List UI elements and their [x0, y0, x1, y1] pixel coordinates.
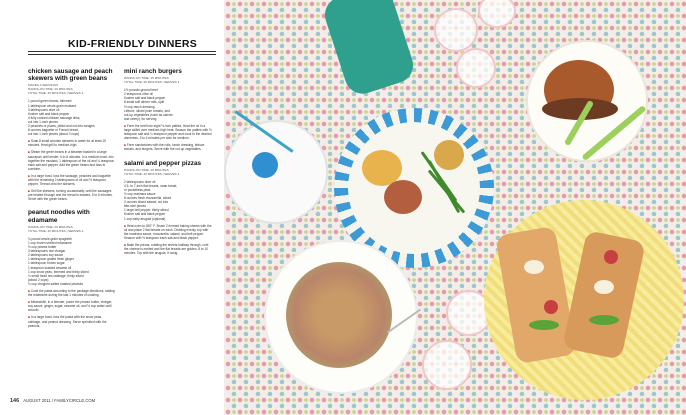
- food-photo: [224, 0, 686, 415]
- step: ■ Bake the pizzas, rotating the sheets halfway through, until the cheese is melted and the flat breads are golden, 8 to 10 minutes. Top with the arugula, if using.: [124, 243, 209, 256]
- page-number: 146: [10, 398, 20, 404]
- recipe-title: salami and pepper pizzas: [124, 159, 202, 167]
- drinking-glass: [422, 340, 472, 390]
- small-plate: [224, 120, 328, 224]
- paper-decoration: [252, 152, 278, 178]
- step: ■ Meanwhile, in a blender, puree the peanut butter, vinegar, soy sauce, ginger, sugar, sesame oil, and ½ cup water until smooth.: [28, 300, 112, 313]
- recipe-title: mini ranch burgers: [124, 68, 182, 75]
- drinking-glass: [434, 8, 478, 52]
- recipe-peanut-noodles: [28, 209, 116, 327]
- recipe-sausage-skewers: [28, 68, 116, 201]
- salami: [544, 300, 558, 314]
- bread-skewer: [434, 140, 464, 170]
- step: ■ Soak 8 small wooden skewers in water for at least 15 minutes. Heat grill to medium-high.: [28, 139, 106, 148]
- ingredient-list: 1½ pounds ground beef 2 teaspoons olive oil Kosher salt and black pepper 8 small soft dinner rolls, split ½ cup ranch dressing Lettuce, sliced plum tomato, and cut-up vegetables (such as carrots and celery), for serving: [124, 88, 173, 121]
- step: ■ Form the beef into eight ½-inch patties. Heat the oil in a large skillet over medium-high heat. Season the patties with ½ teaspoon salt and ¼ teaspoon pepper and cook to the desired doneness, 3 to 4 minutes per side for medium.: [124, 123, 212, 141]
- arugula: [589, 315, 619, 325]
- drinking-glass: [456, 48, 496, 88]
- recipe-title: peanut noodles with edamame: [28, 209, 90, 224]
- title-rule-top: [28, 51, 216, 52]
- recipe-meta: HANDS-ON TIME: 20 MINUTES TOTAL TIME: 30 MINUTES | SERVES 4: [28, 224, 84, 233]
- recipe-ranch-burgers: [124, 68, 212, 152]
- ingredient-list: 2 tablespoons olive oil 4 5- to 7-inch flat breads, naan bread, or pocketless pitas ½ cup marinara sauce 8 ounces fresh mozzarella, sliced 2 ounces sliced salami, cut into bite-size pieces 1 large bell pepper, thinly sliced Kosher salt and black pepper 1 cup baby arugula (optional): [124, 179, 178, 221]
- arugula: [529, 320, 559, 330]
- recipe-meta: MAKES 4 SERVINGS HANDS-ON TIME: 20 MINUTES TOTAL TIME: 35 MINUTES | SERVES 4: [28, 83, 84, 96]
- step: ■ In a large bowl, toss the sausage, peaches and baguette with the remaining 2 tablespoons of oil and ½ teaspoon pepper. Thread onto the skewers.: [28, 173, 111, 187]
- footer-text: AUGUST 2011 / FAMILYCIRCLE.COM: [23, 398, 96, 403]
- step: ■ Form sandwiches with the rolls, ranch dressing, lettuce, tomato, and burgers. Serve with the cut-up vegetables.: [124, 143, 206, 152]
- recipe-title: chicken sausage and peach skewers with green beans: [28, 68, 113, 83]
- salami: [604, 250, 618, 264]
- recipe-column-right: [124, 68, 212, 255]
- teal-napkin: [320, 0, 417, 98]
- text-page: [0, 0, 224, 415]
- recipe-salami-pizzas: [124, 160, 212, 256]
- page-footer: [10, 398, 95, 404]
- step: ■ In a large bowl, toss the pasta with the snow peas, cabbage, and peanut dressing. Serve sprinkled with the peanuts.: [28, 315, 107, 328]
- page-title: KID-FRIENDLY DINNERS: [68, 38, 198, 50]
- recipe-column-left: [28, 68, 116, 328]
- step: ■ Cook the pasta according to the package directions, adding the edamame during the last 1 minutes of cooking.: [28, 289, 115, 298]
- drinking-glass: [478, 0, 516, 28]
- recipe-meta: HANDS-ON TIME: 15 MINUTES TOTAL TIME: 20 MINUTES | SERVES 4: [124, 76, 180, 85]
- recipe-meta: HANDS-ON TIME: 10 MINUTES TOTAL TIME: 20 MINUTES | SERVES 4: [124, 167, 180, 176]
- sausage-skewer: [384, 180, 422, 214]
- mozzarella: [594, 280, 614, 294]
- step: ■ Steam the green beans in a steamer basket in a large saucepan until tender, 6 to 8 minutes. In a medium bowl, mix together the mustard, 1 tablespoon of the oil and ¼ teaspoon each salt and pepper. Add the green beans and toss to combine.: [28, 150, 115, 171]
- step: ■ Grill the skewers, turning occasionally, until the sausages are heated through and the bread is toasted, 5 to 6 minutes. Serve with the green beans.: [28, 189, 113, 202]
- ingredient-list: 1 pound green beans, trimmed 1 tablespoon whole-grain mustard 3 tablespoons olive oil Kosher salt and black pepper 4 fully cooked chicken sausage links, cut into 1-inch pieces 2 peaches or plums, pitted and cut into wedges 8 ounces baguette or French bread, cut into 1-inch pieces (about 3 cups): [28, 99, 95, 137]
- peanut-noodles: [286, 262, 392, 368]
- title-rule-bottom: [28, 54, 216, 55]
- mozzarella: [524, 260, 544, 274]
- ingredient-list: ¾ pound whole-grain spaghetti 1 cup frozen shelled edamame ½ cup peanut butter 3 tablespoons rice vinegar 2 tablespoons soy sauce 1 tablespoon grated fresh ginger 1 tablespoon brown sugar 1 teaspoon toasted sesame oil 1 cup snow peas, trimmed and thinly sliced ¼ small head red cabbage, thinly sliced (about 2 cups) ¼ cup chopped salted roasted peanuts: [28, 236, 89, 286]
- step: ■ Heat oven to 450° F. Brush 2 rimmed baking sheets with the oil and place 2 flat breads on each. Dividing evenly, top with the marinara sauce, mozzarella, salami, and bell pepper. Season with ½ teaspoon each salt and black pepper.: [124, 223, 212, 240]
